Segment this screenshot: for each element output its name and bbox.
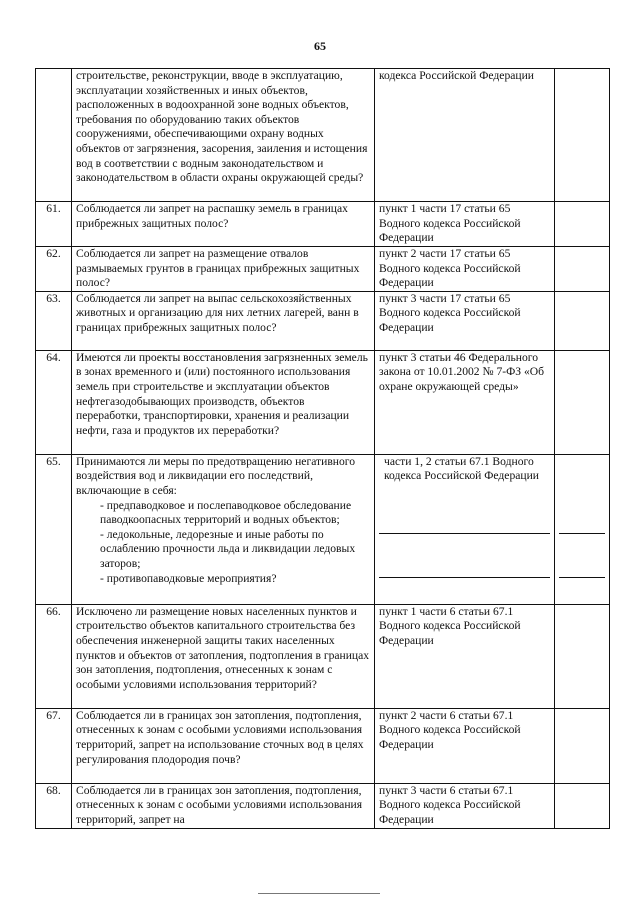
- answer-cell[interactable]: [555, 202, 610, 247]
- reference-cell: пункт 2 части 17 статьи 65 Водного кодекса Российской Федерации: [375, 247, 555, 292]
- reference-text: части 1, 2 статьи 67.1 Водного кодекса Российской Федерации: [379, 455, 550, 534]
- question-cell: [72, 604, 375, 708]
- question-text: Принимаются ли меры по предотвращению негативного воздействия вод и ликвидации его последствий, включающие в себя:: [76, 454, 356, 497]
- question-subitem: - предпаводковое и послепаводковое обследование паводкоопасных территорий и водных объектов;: [100, 498, 352, 527]
- table-row: [36, 247, 610, 292]
- answer-cell[interactable]: [555, 708, 610, 783]
- question-text: Исключено ли размещение новых населенных пунктов и строительство объектов капитального строительства без обеспечения инженерной защиты таких населенных пунктов и объектов от затопления, подтопления в границах зон затопления, подтопления, отнесенных к зонам с особыми условиями использования территорий?: [76, 604, 370, 691]
- row-number: 68.: [36, 783, 72, 828]
- row-number: 61.: [36, 202, 72, 247]
- answer-cell[interactable]: [555, 69, 610, 202]
- question-text: Соблюдается ли запрет на распашку земель в границах прибрежных защитных полос?: [76, 202, 348, 230]
- answer-subcell[interactable]: [559, 455, 605, 534]
- row-number: 62.: [36, 247, 72, 292]
- table-row: [36, 69, 610, 202]
- question-text: Соблюдается ли запрет на размещение отвалов размываемых грунтов в границах прибрежных защитных полос?: [76, 247, 360, 290]
- requirements-table: [35, 68, 610, 829]
- row-number: 65.: [36, 454, 72, 604]
- question-subitem: - противопаводковые мероприятия?: [100, 571, 277, 585]
- question-cell: [72, 454, 375, 604]
- question-text: Имеются ли проекты восстановления загрязненных земель в зонах временного и (или) постоянного использования земель при строительстве и эксплуатации объектов нефтегазодобывающих производств, объектов переработки, транспортировки, хранения и реализации нефти, газа и продуктов их переработки?: [76, 350, 368, 437]
- answer-subcell[interactable]: [559, 578, 605, 604]
- question-cell: [72, 247, 375, 292]
- answer-cell[interactable]: [555, 454, 610, 604]
- table-row: [36, 350, 610, 454]
- reference-cell: пункт 1 части 17 статьи 65 Водного кодекса Российской Федерации: [375, 202, 555, 247]
- question-cell: [72, 708, 375, 783]
- table-row: [36, 604, 610, 708]
- question-cell: [72, 350, 375, 454]
- table-row: [36, 708, 610, 783]
- reference-subcell: [379, 578, 550, 604]
- question-cell: [72, 202, 375, 247]
- reference-subcell: [379, 534, 550, 578]
- reference-cell: [375, 454, 555, 604]
- page-footer-line: [258, 893, 380, 894]
- question-subitem: - ледокольные, ледорезные и иные работы по ослаблению прочности льда и ликвидации ледовых заторов;: [100, 527, 356, 570]
- page-number: 65: [314, 39, 326, 53]
- question-cell: [72, 783, 375, 828]
- answer-cell[interactable]: [555, 604, 610, 708]
- answer-cell[interactable]: [555, 783, 610, 828]
- reference-cell: пункт 1 части 6 статьи 67.1 Водного кодекса Российской Федерации: [375, 604, 555, 708]
- reference-cell: пункт 3 части 6 статьи 67.1 Водного кодекса Российской Федерации: [375, 783, 555, 828]
- table-row: [36, 454, 610, 604]
- answer-subcell[interactable]: [559, 534, 605, 578]
- question-cell: [72, 291, 375, 350]
- row-number: [36, 69, 72, 202]
- row-number: 63.: [36, 291, 72, 350]
- reference-cell: пункт 2 части 6 статьи 67.1 Водного кодекса Российской Федерации: [375, 708, 555, 783]
- question-text: строительстве, реконструкции, вводе в эксплуатацию, эксплуатации хозяйственных и иных объектов, расположенных в водоохранной зоне водных объектов, требования по оборудованию таких объектов сооружениями, обеспечивающими охрану водных объектов от загрязнения, засорения, заиления и истощения вод в соответствии с водным законодательством и законодательством в области охраны окружающей среды?: [76, 69, 368, 185]
- table-row: [36, 202, 610, 247]
- answer-cell[interactable]: [555, 291, 610, 350]
- row-number: 66.: [36, 604, 72, 708]
- answer-cell[interactable]: [555, 350, 610, 454]
- question-text: Соблюдается ли запрет на выпас сельскохозяйственных животных и организацию для них летних лагерей, ванн в границах прибрежных защитных полос?: [76, 291, 359, 334]
- question-cell: [72, 69, 375, 202]
- row-number: 67.: [36, 708, 72, 783]
- answer-cell[interactable]: [555, 247, 610, 292]
- reference-cell: пункт 3 статьи 46 Федерального закона от 10.01.2002 № 7-ФЗ «Об охране окружающей среды»: [375, 350, 555, 454]
- reference-cell: пункт 3 части 17 статьи 65 Водного кодекса Российской Федерации: [375, 291, 555, 350]
- reference-cell: кодекса Российской Федерации: [375, 69, 555, 202]
- table-row: [36, 291, 610, 350]
- question-text: Соблюдается ли в границах зон затопления, подтопления, отнесенных к зонам с особыми условиями использования территорий, запрет на использование сточных вод в целях регулирования плодородия почв?: [76, 708, 364, 766]
- table-row: [36, 783, 610, 828]
- row-number: 64.: [36, 350, 72, 454]
- question-text: Соблюдается ли в границах зон затопления, подтопления, отнесенных к зонам с особыми условиями использования территорий, запрет на: [76, 783, 363, 826]
